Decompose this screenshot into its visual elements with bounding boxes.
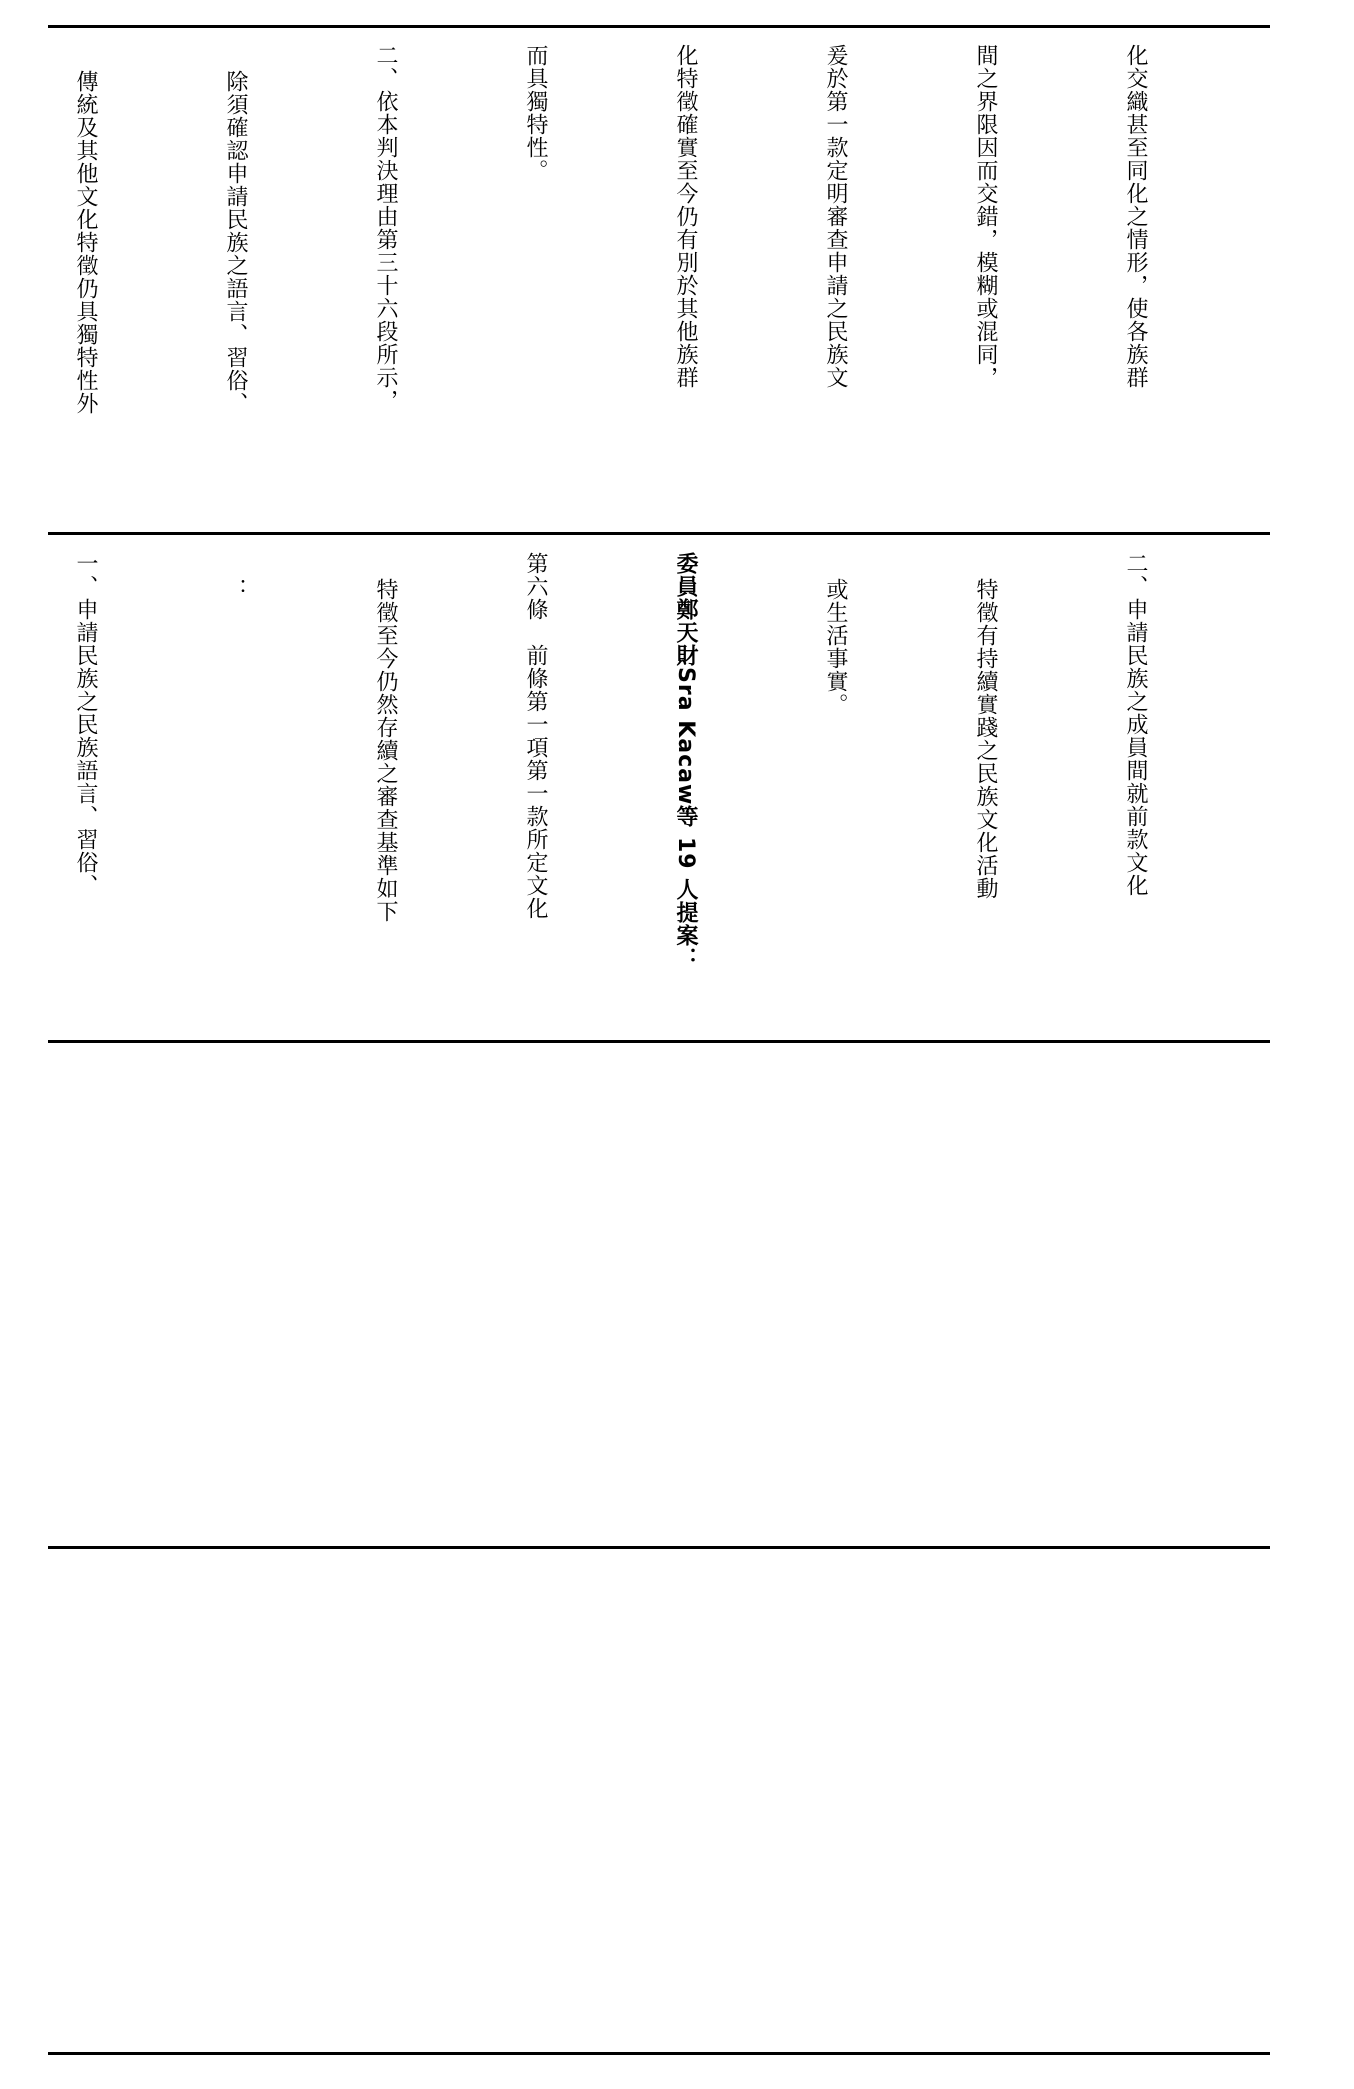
block2-line-2: 特徵有持續實踐之民族文化活動 [973, 578, 998, 901]
block2-line-7: ： [223, 578, 248, 602]
block1-line-3: 爰於第一款定明審查申請之民族文 [823, 44, 848, 389]
rule-top [48, 25, 1270, 28]
rule-upper [48, 532, 1270, 535]
block2-line-8: 一、申請民族之民族語言、習俗、 [73, 552, 98, 897]
empty-panel-3 [48, 1043, 1270, 1546]
block1-line-7: 除須確認申請民族之語言、習俗、 [223, 70, 248, 416]
block2-line-6: 特徵至今仍然存續之審查基準如下 [373, 578, 398, 924]
block2-line-3: 或生活事實。 [823, 578, 848, 717]
block1-line-5: 而具獨特性。 [523, 44, 548, 182]
block1-line-2: 間之界限因而交錯，模糊或混同， [973, 44, 998, 389]
block1-line-1: 化交織甚至同化之情形，使各族群 [1123, 44, 1148, 389]
block1-line-6: 二、依本判決理由第三十六段所示， [373, 44, 398, 412]
rule-bottom [48, 2052, 1270, 2055]
proposal-heading-cheng: 委員鄭天財Sra Kacaw等 19 人提案： [673, 552, 698, 971]
block1-line-8: 傳統及其他文化特徵仍具獨特性外 [73, 70, 98, 416]
block1-line-4: 化特徵確實至今仍有別於其他族群 [673, 44, 698, 389]
text-block-1 [73, 44, 1260, 528]
block2-line-5: 第六條 前條第一項第一款所定文化 [523, 552, 548, 920]
empty-panel-4 [48, 1549, 1270, 2052]
block2-line-1: 二、申請民族之成員間就前款文化 [1123, 552, 1148, 897]
text-block-2 [73, 552, 1260, 1036]
